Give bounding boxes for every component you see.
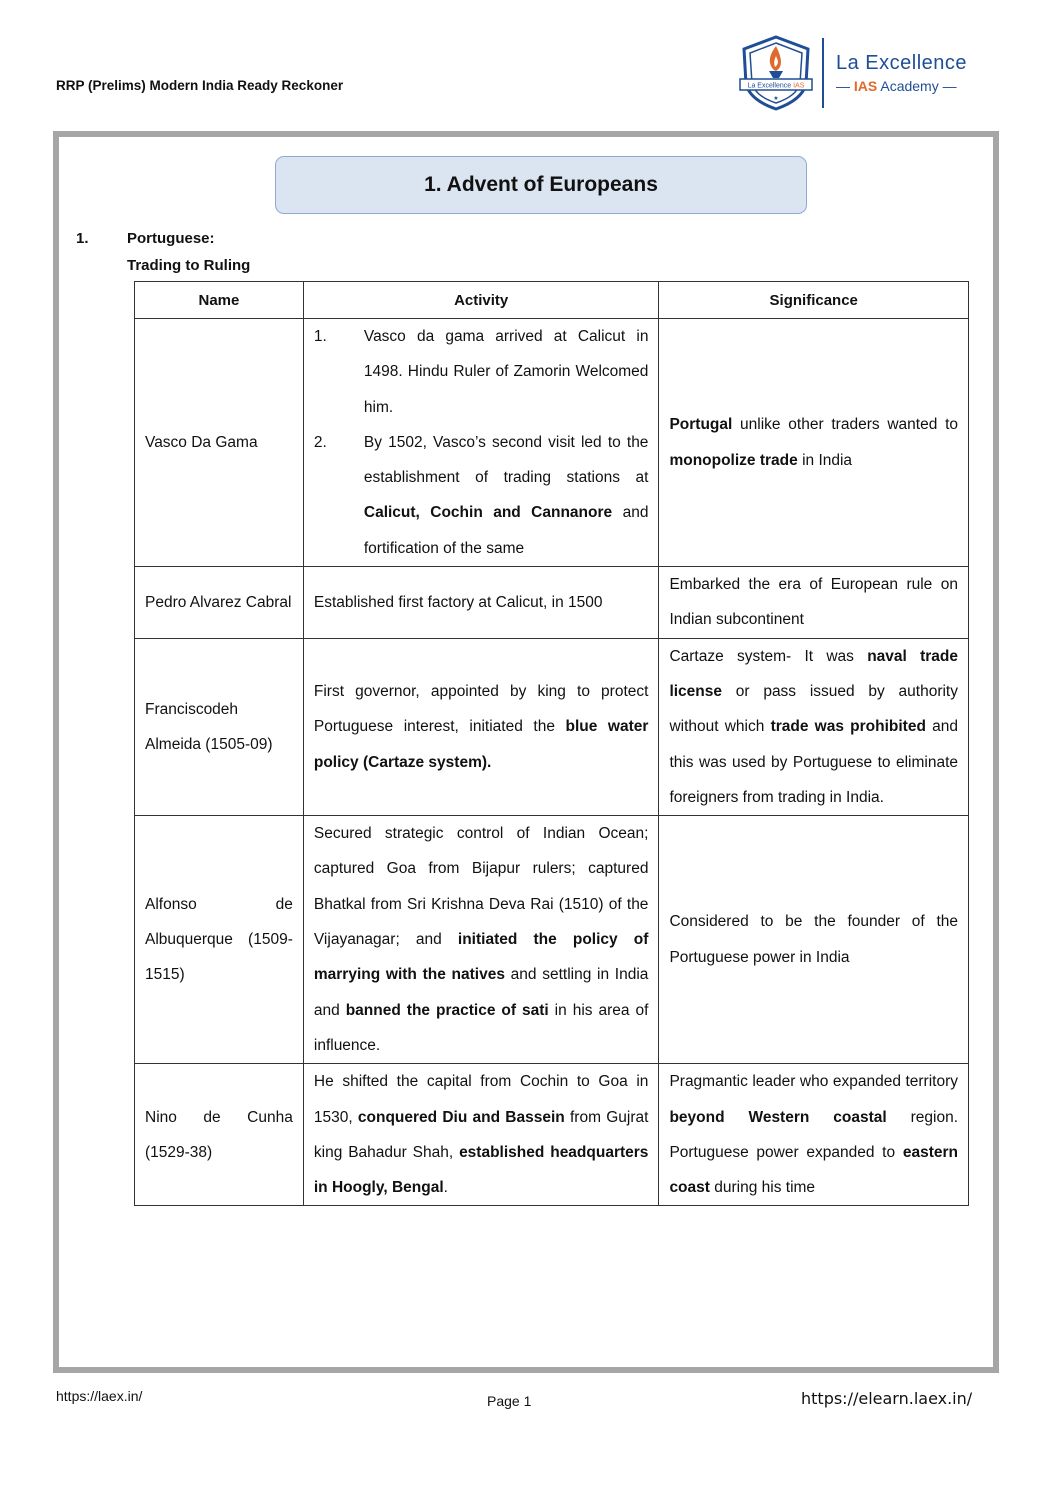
cell-name: Vasco Da Gama <box>135 319 304 567</box>
text-run: during his time <box>709 1179 816 1197</box>
logo-tagline-rest: Academy — <box>877 78 957 94</box>
svg-text:★: ★ <box>773 96 779 102</box>
chapter-heading-box <box>275 156 807 214</box>
header-significance: Significance <box>659 282 969 319</box>
list-item <box>314 425 649 566</box>
section-title: Portuguese: <box>127 230 215 247</box>
cell-activity <box>303 638 659 815</box>
text-run: . <box>443 1179 448 1197</box>
footer-elearn-link[interactable]: https://elearn.laex.in/ <box>801 1389 973 1408</box>
document-header-title: RRP (Prelims) Modern India Ready Reckoner <box>56 78 344 93</box>
table-row <box>135 638 969 815</box>
shield-torch-icon <box>736 34 816 112</box>
cell-activity <box>303 816 659 1064</box>
cell-activity <box>303 1064 659 1206</box>
cell-name: Alfonso de Albuquerque (1509-1515) <box>135 816 304 1064</box>
text-run: Cartaze system- It was <box>669 647 868 665</box>
text-run: unlike other traders wanted to <box>732 416 958 434</box>
bold-text: Calicut, Cochin and Cannanore <box>363 504 613 522</box>
logo-divider <box>822 38 824 108</box>
portuguese-rulers-table <box>134 281 969 1206</box>
text-run: in his area of influence. <box>313 1001 649 1054</box>
cell-activity <box>303 319 659 567</box>
table-row <box>135 319 969 567</box>
academy-logo <box>736 34 992 112</box>
bold-text: trade was prohibited <box>770 718 926 736</box>
list-number: 1. <box>313 328 327 345</box>
page-number: Page 1 <box>487 1393 532 1409</box>
section-subtitle: Trading to Ruling <box>127 257 251 274</box>
table-header-row <box>135 282 969 319</box>
cell-activity: Established first factory at Calicut, in 1500 <box>303 567 659 639</box>
bold-text: initiated the policy of marrying with the natives <box>313 931 649 984</box>
text-run: First governor, appointed by king to protect Portuguese interest, initiated the <box>313 682 649 736</box>
text-run: Pragmantic leader who expanded territory <box>669 1073 958 1091</box>
cell-significance <box>659 638 969 815</box>
text-run: region. Portuguese power expanded to <box>669 1108 959 1161</box>
bold-text: Portugal <box>669 416 733 434</box>
text-run: and settling in India and <box>313 966 649 1019</box>
text-run: and this was used by Portuguese to eliminate foreigners from trading in India. <box>669 718 958 806</box>
cell-significance: Considered to be the founder of the Portuguese power in India <box>659 816 969 1064</box>
bold-text: banned the practice of sati <box>345 1001 549 1019</box>
cell-name: Nino de Cunha (1529-38) <box>135 1064 304 1206</box>
cell-significance: Embarked the era of European rule on Indian subcontinent <box>659 567 969 639</box>
logo-tagline <box>836 78 967 94</box>
table-row <box>135 567 969 639</box>
bold-text: established headquarters in Hoogly, Bengal <box>313 1143 649 1197</box>
table-row <box>135 816 969 1064</box>
list-number: 2. <box>313 433 327 451</box>
text-run: and fortification of the same <box>363 504 649 557</box>
text-run: in India <box>797 451 853 469</box>
cell-significance <box>659 1064 969 1206</box>
list-item <box>314 319 649 425</box>
cell-significance <box>659 319 969 567</box>
table-row <box>135 1064 969 1206</box>
cell-name: Franciscodeh Almeida (1505-09) <box>135 638 304 815</box>
text-run: By 1502, Vasco’s second visit led to the establishment of trading stations at <box>363 433 649 487</box>
bold-text: monopolize trade <box>669 451 798 469</box>
cell-name: Pedro Alvarez Cabral <box>135 567 304 639</box>
activity-list <box>314 319 649 566</box>
section-number: 1. <box>76 230 89 247</box>
text-run: Secured strategic control of Indian Ocean; captured Goa from Bijapur rulers; captured Bhatkal from Sri Krishna Deva Rai (1510) of the Vijayanagar; and <box>313 825 649 949</box>
bold-text: eastern coast <box>669 1143 958 1197</box>
footer-website-link[interactable]: https://laex.in/ <box>56 1388 143 1404</box>
list-text: Vasco da gama arrived at Calicut in 1498. Hindu Ruler of Zamorin Welcomed him. <box>363 328 649 416</box>
bold-text: conquered Diu and Bassein <box>357 1108 565 1126</box>
logo-tagline-ias: IAS <box>853 78 878 94</box>
logo-tagline-prefix: — <box>836 78 854 94</box>
header-activity: Activity <box>303 282 659 319</box>
bold-text: blue water policy (Cartaze system). <box>313 718 649 771</box>
bold-text: beyond Western coastal <box>669 1108 887 1126</box>
logo-brand-name: La Excellence <box>836 52 968 74</box>
header-name: Name <box>135 282 304 319</box>
list-text <box>364 425 649 566</box>
chapter-title: 1. Advent of Europeans <box>424 173 658 196</box>
text-run: from Gujrat king Bahadur Shah, <box>313 1108 649 1161</box>
text-run: or pass issued by authority without which <box>669 682 958 736</box>
svg-text:La Excellence IAS: La Excellence IAS <box>747 82 805 90</box>
bold-text: naval trade license <box>669 647 958 700</box>
text-run: He shifted the capital from Cochin to Goa in 1530, <box>313 1073 649 1126</box>
